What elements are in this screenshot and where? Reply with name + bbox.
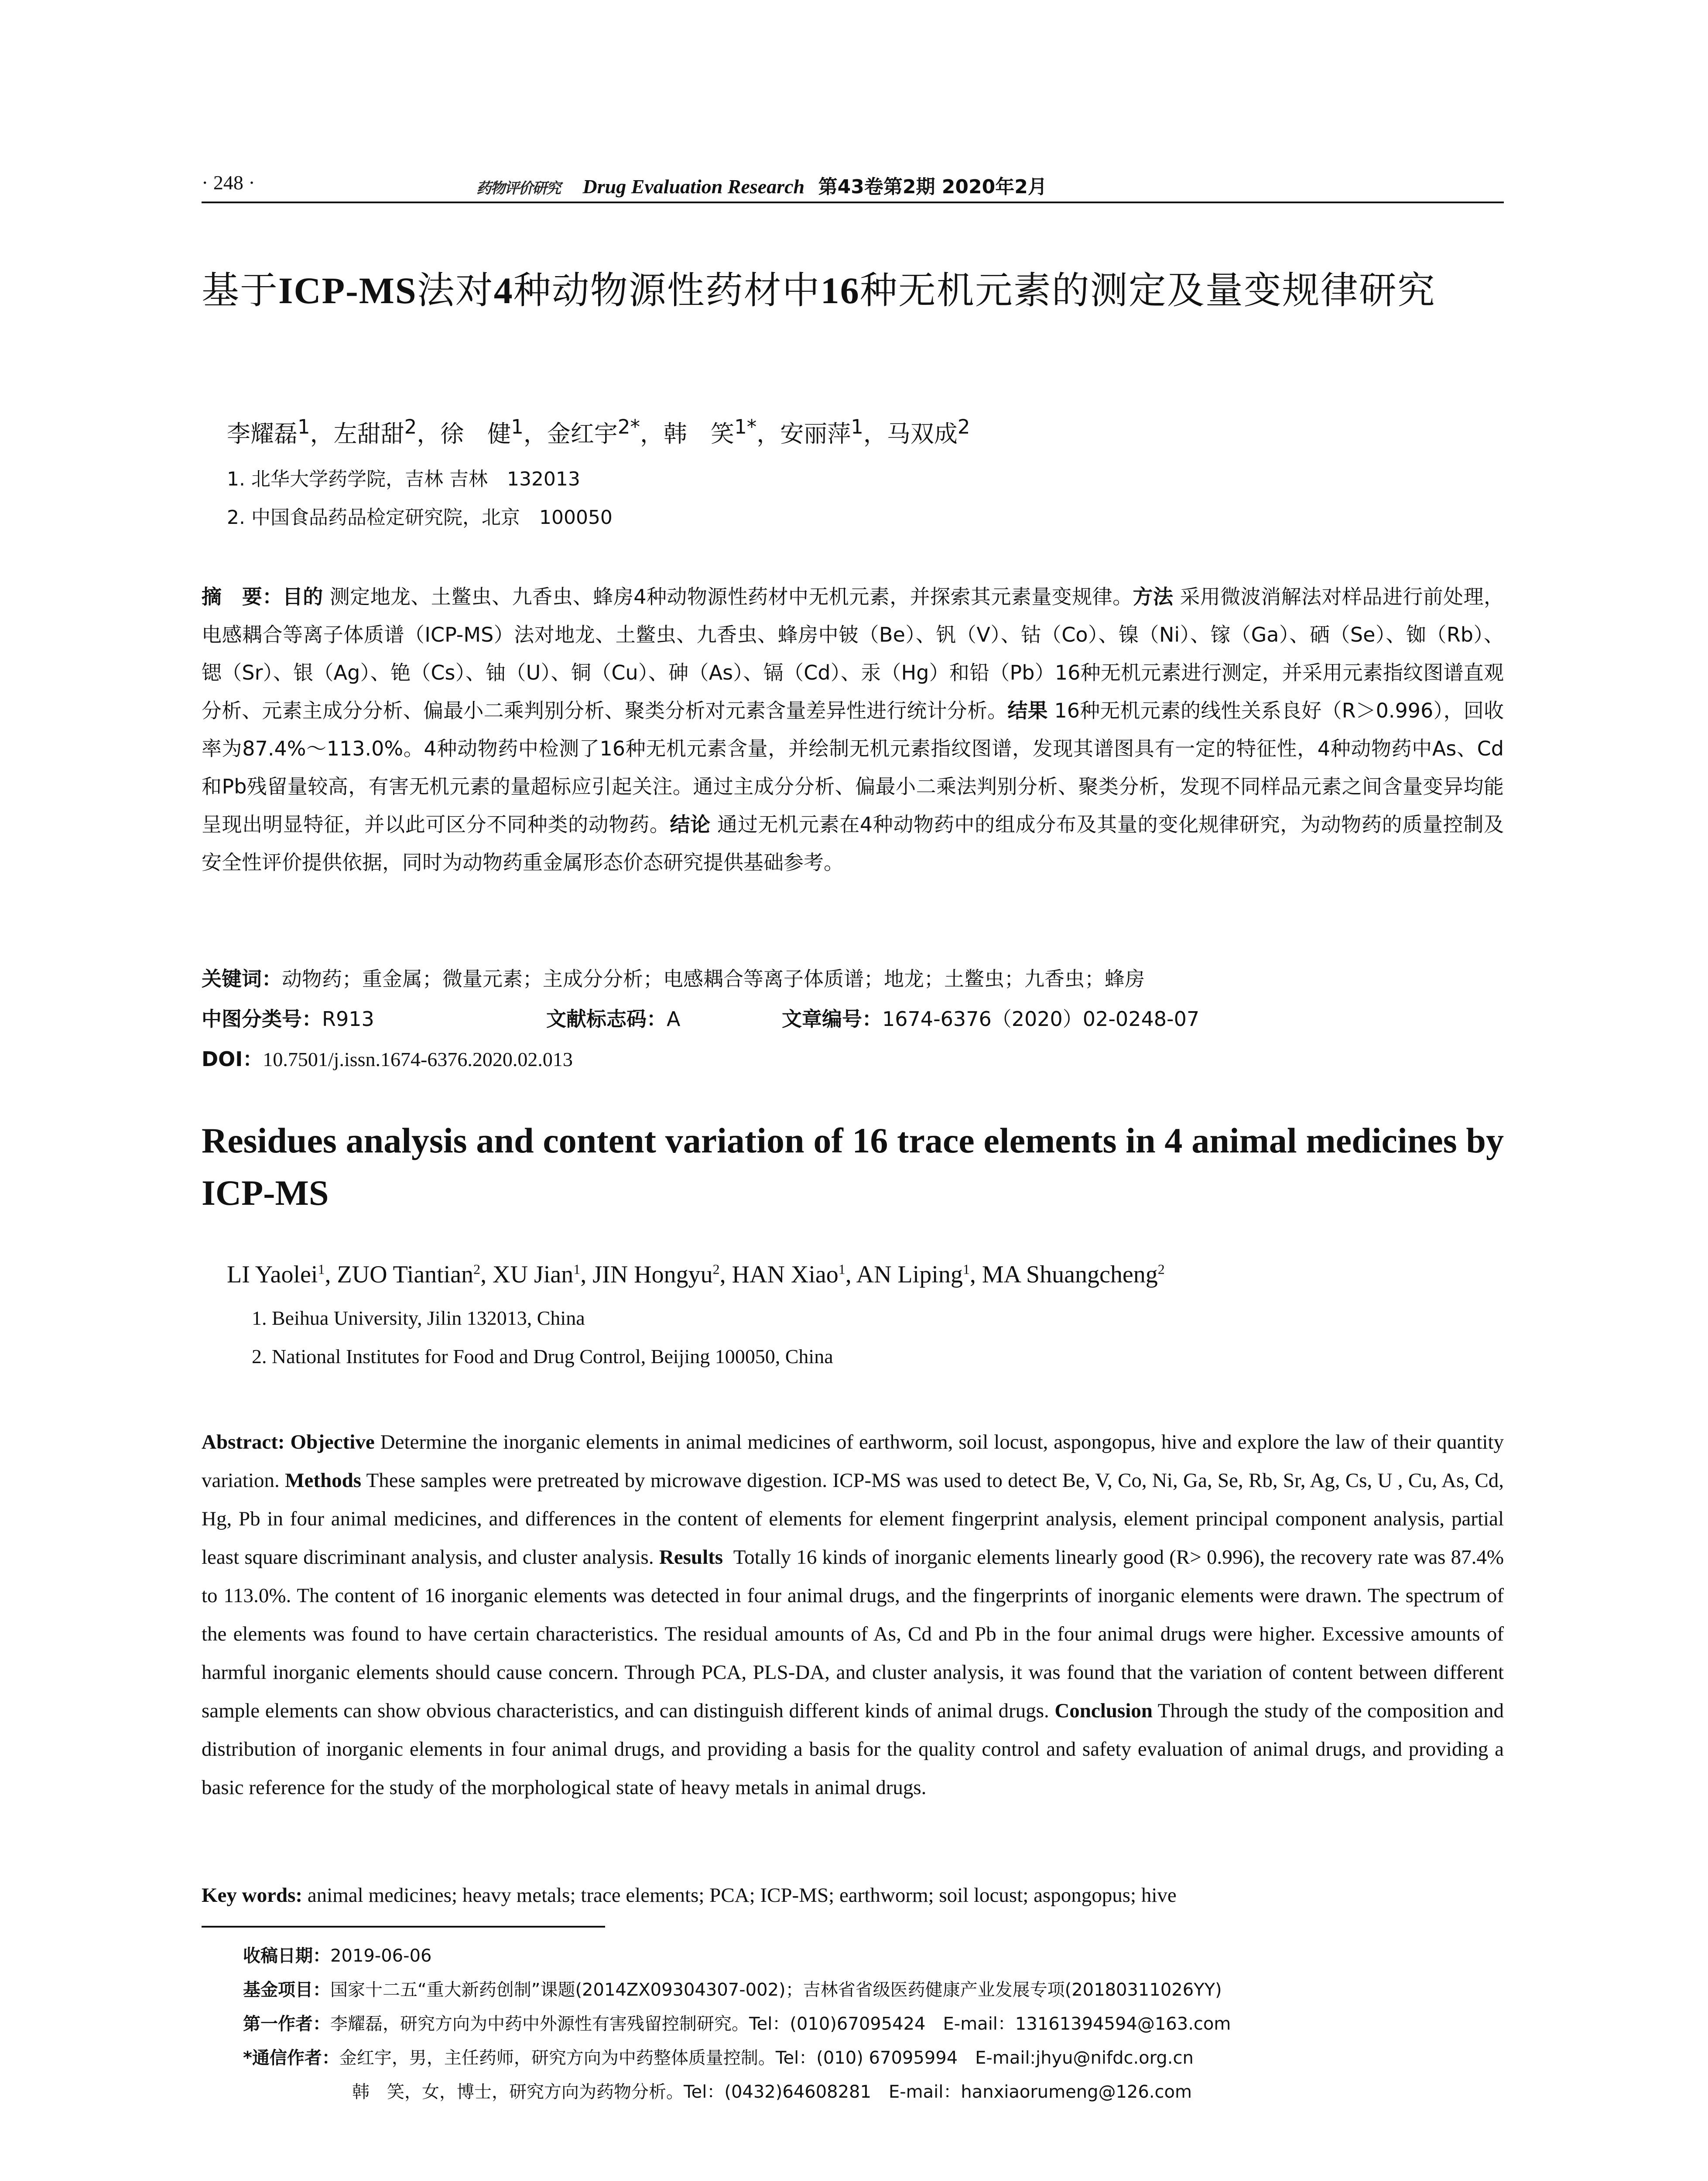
authors-cn: 李耀磊$^1$，左甜甜$^2$，徐 健$^1$，金红宇$^{2*}$，韩 笑$^{1*}$，安丽萍$^1$，马双成$^2$ <box>227 415 970 448</box>
keywords-cn: 关键词：动物药；重金属；微量元素；主成分分析；电感耦合等离子体质谱；地龙；土鳖虫；九香虫；蜂房 <box>202 967 1145 991</box>
footnote-corresponding: *通信作者：金红宇，男，主任药师，研究方向为中药整体质量控制。Tel：(010) 67095994 E-mail:jhyu@nifdc.org.cn <box>243 2048 1194 2068</box>
footnote-received: 收稿日期：2019-06-06 <box>243 1946 432 1966</box>
affiliation-cn-2: 2. 中国食品药品检定研究院，北京 100050 <box>227 506 613 529</box>
issue-info: 第43卷第2期 2020年2月 <box>818 176 1047 198</box>
title-en: Residues analysis and content variation of 16 trace elements in 4 animal medicines by ICP-MS <box>202 1121 1504 1213</box>
journal-logo: 药物评价研究 <box>476 181 560 197</box>
page-number: · 248 · <box>202 171 255 194</box>
affiliation-en-1: 1. Beihua University, Jilin 132013, China <box>252 1307 585 1329</box>
journal-line <box>476 171 1047 199</box>
document-code: 文献标志码：A <box>546 1007 681 1031</box>
doi: DOI：10.7501/j.issn.1674-6376.2020.02.013 <box>202 1047 573 1071</box>
paper-page <box>202 0 1504 2181</box>
header-rule <box>202 202 1504 203</box>
footnote-fund: 基金项目：国家十二五“重大新药创制”课题(2014ZX09304307-002)；吉林省省级医药健康产业发展专项(20180311026YY) <box>243 1980 1222 2000</box>
footnote-rule <box>202 1926 605 1928</box>
article-number: 文章编号：1674-6376（2020）02-0248-07 <box>782 1007 1200 1031</box>
journal-name: Drug Evaluation Research <box>582 175 805 198</box>
footnote-first-author: 第一作者：李耀磊，研究方向为中药中外源性有害残留控制研究。Tel：(010)67095424 E-mail：13161394594@163.com <box>243 2014 1231 2034</box>
abstract-cn: 摘 要：目的 测定地龙、土鳖虫、九香虫、蜂房4种动物源性药材中无机元素，并探索其元素量变规律。方法 采用微波消解法对样品进行前处理，电感耦合等离子体质谱（ICP-MS）法对地龙、土鳖虫、九香虫、蜂房中铍（Be）、钒（V）、钴（Co）、镍（Ni）、镓（Ga）、硒（Se）、铷（Rb）、锶（Sr）、银（Ag）、铯（Cs）、铀（U）、铜（Cu）、砷（As）、镉（Cd）、汞（Hg）和铅（Pb）16种无机元素进行测定，并采用元素指纹图谱直观分析、元素主成分分析、偏最小二乘判别分析、聚类分析对元素含量差异性进行统计分析。结果 16种无机元素的线性关系良好（R＞0.996），回收率为87.4%～113.0%。4种动物药中检测了16种无机元素含量，并绘制无机元素指纹图谱，发现其谱图具有一定的特征性，4种动物药中As、Cd和Pb残留量较高，有害无机元素的量超标应引起关注。通过主成分分析、偏最小二乘法判别分析、聚类分析，发现不同样品元素之间含量变异均能呈现出明显特征，并以此可区分不同种类的动物药。结论 通过无机元素在4种动物药中的组成分布及其量的变化规律研究，为动物药的质量控制及安全性评价提供依据，同时为动物药重金属形态价态研究提供基础参考。 <box>202 585 1504 874</box>
title-cn: 基于ICP-MS法对4种动物源性药材中16种无机元素的测定及量变规律研究 <box>202 269 1436 312</box>
footnote-corresponding-2: 韩 笑，女，博士，研究方向为药物分析。Tel：(0432)64608281 E-mail：hanxiaorumeng@126.com <box>352 2082 1192 2102</box>
affiliation-en-2: 2. National Institutes for Food and Drug Control, Beijing 100050, China <box>252 1345 833 1367</box>
clc-number: 中图分类号：R913 <box>202 1007 374 1031</box>
abstract-en: Abstract: Objective Determine the inorganic elements in animal medicines of earthworm, soil locust, aspongopus, hive and explore the law of their quantity variation. Methods These samples were pretreated by microwave digestion. ICP-MS was used to detect Be, V, Co, Ni, Ga, Se, Rb, Sr, Ag, Cs, U , Cu, As, Cd, Hg, Pb in four animal medicines, and differences in the content of elements for element fingerprint analysis, element principal component analysis, partial least square discriminant analysis, and cluster analysis. Results Totally 16 kinds of inorganic elements linearly good (R> 0.996), the recovery rate was 87.4% to 113.0%. The content of 16 inorganic elements was detected in four animal drugs, and the fingerprints of inorganic elements were drawn. The spectrum of the elements was found to have certain characteristics. The residual amounts of As, Cd and Pb in the four animal drugs were higher. Excessive amounts of harmful inorganic elements should cause concern. Through PCA, PLS-DA, and cluster analysis, it was found that the variation of content between different sample elements can show obvious characteristics, and can distinguish different kinds of animal drugs. Conclusion Through the study of the composition and distribution of inorganic elements in four animal drugs, and providing a basis for the quality control and safety evaluation of animal drugs, and providing a basic reference for the study of the morphological state of heavy metals in animal drugs. <box>202 1431 1504 1799</box>
affiliation-cn-1: 1. 北华大学药学院，吉林 吉林 132013 <box>227 468 580 490</box>
running-header <box>202 171 1504 202</box>
authors-en: LI Yaolei$^1$, ZUO Tiantian$^2$, XU Jian$^1$, JIN Hongyu$^2$, HAN Xiao$^1$, AN Liping$^1$, MA Shuangcheng$^2$ <box>227 1261 1165 1288</box>
keywords-en: Key words: animal medicines; heavy metals; trace elements; PCA; ICP-MS; earthworm; soil locust; aspongopus; hive <box>202 1884 1177 1907</box>
